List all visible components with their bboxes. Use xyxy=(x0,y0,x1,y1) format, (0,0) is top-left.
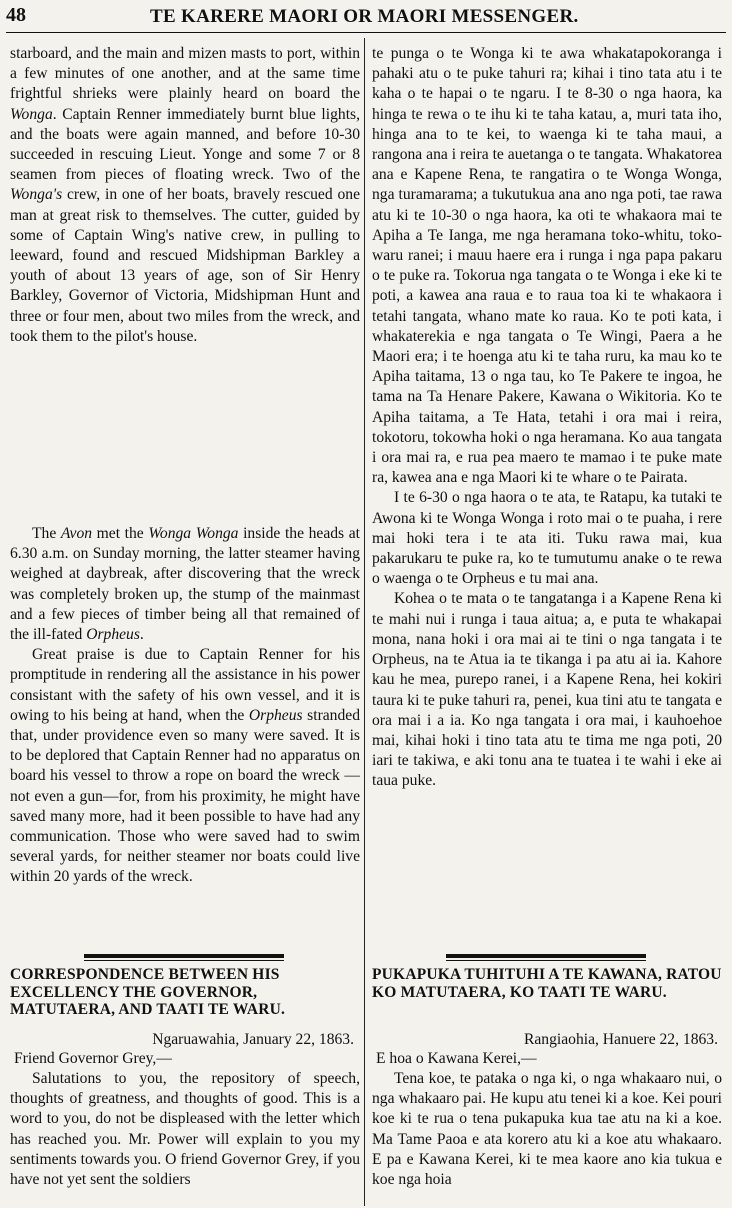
header-rule xyxy=(6,32,726,33)
maori-wreck-paragraph: te punga o te Wonga ki te awa whakatapokoranga i pahaki atu o te puke tahuri ra; kihai i tino tata atu i te kaha o te hapai o te ngaru. I te 8-30 o nga haora, ka hinga te rewa o te ihu ki te taha katau, a, muri tata iho, hinga ana to te kei, to waenga ki te taha maui, a rangona ana i reira te auetanga o te tangata. Whakatorea ana e Kapene Rena, te rangatira o te Wonga Wonga, nga turamarama; a tukutukua ana ano nga poti, tae rawa atu ki te 10-30 o nga haora, ka oti te whakaora mai te Apiha a Te Ianga, me nga heramana toko-whitu, toko-waru ranei; i mauu haere era i runga i nga papa pakaru o te puke ra. Tokorua nga tangata o te Wonga i eke ki te poti, a kawea ana raua e to raua toa ki te whakaora i tetahi tangata, whano mate ko raua. Ko te poti kata, i whakaterekia e nga tangata o Te Wingi, Paera a he Maori era; i te hoenga atu ki te taha ruru, ka mau ko te Apiha taitama, 13 o nga tau, ko Te Pakere te ingoa, he tama na Ta Henare Pakere, Kawana o Wikitoria. Ko te Apiha taitama, a Te Hata, tetahi i ora mai i reira, tokotoru, tokowha hoki o nga heramana. Ko aua tangata i ora mai ra, e rua pea maero te mamao i te puke mate ra, kawea ana e nga Maori ki te whare o te Pairata. xyxy=(372,45,722,487)
dateline-english: Ngaruawahia, January 22, 1863. xyxy=(152,1031,354,1048)
maori-column-part1 xyxy=(372,44,722,792)
letter-body-maori: Tena koe, te pataka o nga ki, o nga whakaaro nui, o nga whakaaro pai. He kupu atu tenei ki a koe. Kei pouri koe ki te rua o tena pukapuka kua tae atu na ki a koe. Ma Tame Paoa e ata korero atu ki a koe atu whakaaro. E pa e Kawana Kerei, ki te mea kaore ano kia tukua e koe nga hoia xyxy=(372,1070,722,1189)
section-rule-left-thin xyxy=(84,960,284,961)
correspondence-heading-maori: PUKAPUKA TUHITUHI A TE KAWANA, RATOU KO MATUTAERA, KO TAATI TE WARU. xyxy=(372,966,722,1001)
salutation-english: Friend Governor Grey,— xyxy=(14,1050,172,1067)
english-column-part2 xyxy=(10,524,360,888)
wreck-rescue-paragraph: starboard, and the main and mizen masts to port, within a few minutes of one another, and at the same time frightful shrieks were plainly heard on board the Wonga. Captain Renner immediately burnt blue lights, and the boats were again manned, and before 10-30 succeeded in rescuing Lieut. Yonge and some 7 or 8 seamen from pieces of floating wreck. Two of the Wonga's crew, in one of her boats, bravely rescued one man at great risk to themselves. The cutter, guided by some of Captain Wing's native crew, in pulling to leeward, found and rescued Midshipman Barkley a youth of about 13 years of age, son of Sir Henry Barkley, Governor of Victoria, Midshipman Hunt and three or four men, about two miles from the wreck, and took them to the pilot's house. xyxy=(10,45,360,345)
page-number: 48 xyxy=(6,4,26,26)
salutation-maori: E hoa o Kawana Kerei,— xyxy=(376,1050,537,1067)
praise-paragraph: Great praise is due to Captain Renner for his promptitude in rendering all the assistance in his power consistant with the safety of his own vessel, and it is owing to his being at hand, when the Orpheus stranded that, under providence even so many were saved. It is to be deplored that Captain Renner had no apparatus on board his vessel to throw a rope on board the wreck —not even a gun—for, from his proximity, he might have saved many more, had it been possible to have had any communication. Those who were saved had to swim several yards, for neither steamer nor boats could live within 20 yards of the wreck. xyxy=(10,646,360,886)
section-rule-right xyxy=(446,954,646,958)
avon-paragraph: The Avon met the Wonga Wonga inside the heads at 6.30 a.m. on Sunday morning, the latter steamer having weighed at daybreak, after discovering that the wreck was completely broken up, the stump of the mainmast and a few pieces of timber being all that remained of the ill-fated Orpheus. xyxy=(10,525,360,644)
dateline-maori: Rangiaohia, Hanuere 22, 1863. xyxy=(523,1031,718,1048)
maori-avon-paragraph: I te 6-30 o nga haora o te ata, te Ratapu, ka tutaki te Awona ki te Wonga Wonga i roto mai o te puaha, i rere mai hoki tera i te ata iti. Tuku rawa mai, kua pakarukaru te puke ra, ko te tumutumu anake o te rewa o waenga o te Orpheus e tu mai ana. xyxy=(372,489,722,588)
page-header xyxy=(0,4,732,30)
section-rule-right-thin xyxy=(446,960,646,961)
masthead-title: TE KARERE MAORI OR MAORI MESSENGER. xyxy=(150,6,579,27)
correspondence-heading-english: CORRESPONDENCE BETWEEN HIS EXCELLENCY THE GOVERNOR, MATUTAERA, AND TAATI TE WARU. xyxy=(10,966,286,1018)
english-column-part1 xyxy=(10,44,360,347)
letter-body-english: Salutations to you, the repository of speech, thoughts of greatness, and thoughts of good. This is a word to you, do not be displeased with the letter which has reached you. Mr. Power will explain to you my sentiments towards you. O friend Governor Grey, if you have not yet sent the soldiers xyxy=(10,1070,360,1189)
section-rule-left xyxy=(84,954,284,958)
column-divider xyxy=(364,38,365,1206)
maori-praise-paragraph: Kohea o te mata o te tangatanga i a Kapene Rena ki te mahi nui i runga i taua aitua; a, e puta te whakapai mona, nana hoki i ora mai ai te tini o nga tangata i te Orpheus, na te Atua ia te tikanga i pa atu ai ia. Kahore kau he mea, purepo ranei, i a Kapene Rena, hei kokiri taura ki te puke tahuri ra, penei, kua tini atu te tangata e ora mai i a ia. Ko nga tangata i ora mai, i kauhoehoe mai, kihai hoki i tino tata atu te tima me nga poti, 20 iari te takiwa, e aki tonu ana te tuatea i te wahi i eke ai taua puke. xyxy=(372,590,722,790)
